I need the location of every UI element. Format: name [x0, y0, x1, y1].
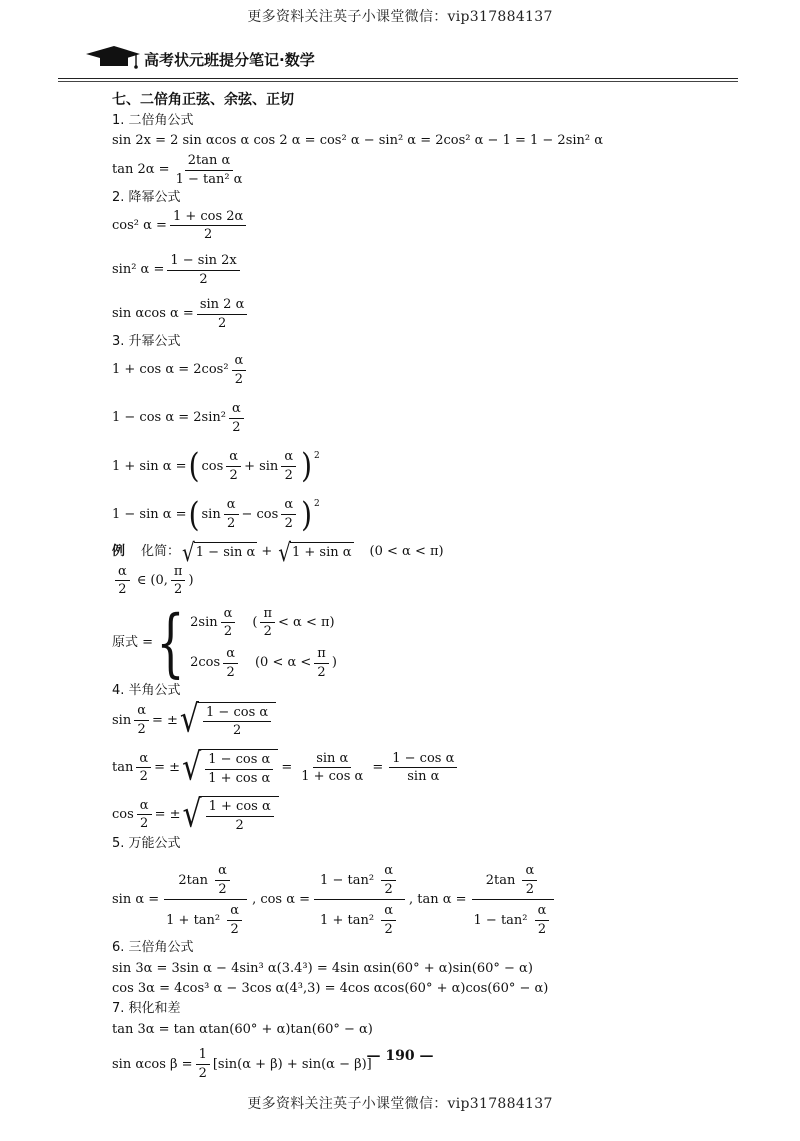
- formula-sin-cos-product: [112, 297, 732, 331]
- fraction: [389, 751, 457, 785]
- denominator: 2: [203, 227, 213, 243]
- subsection-title-power-raising: 3. 升幂公式: [112, 334, 181, 350]
- denominator: sin α: [407, 769, 440, 785]
- formula-cos-2a: cos 2 α = cos² α − sin² α = 2cos² α − 1 = 1 − 2sin² α: [253, 133, 604, 149]
- denominator: 2: [226, 516, 236, 532]
- denominator: 2: [317, 664, 326, 680]
- term: sin: [201, 506, 221, 522]
- formula-lhs: sin α =: [112, 892, 160, 908]
- formula-lhs: 1 + sin α =: [112, 458, 187, 474]
- formula-lhs: cos² α =: [112, 218, 167, 234]
- exponent: 2: [314, 499, 320, 510]
- formula-lhs: sin² α =: [112, 262, 165, 278]
- left-brace: {: [156, 600, 185, 687]
- denominator: 2: [226, 664, 235, 680]
- numerator: α: [136, 751, 151, 769]
- separator: , cos α =: [252, 892, 311, 908]
- example-label: 例: [112, 543, 126, 559]
- fraction: [134, 703, 149, 737]
- fraction: [137, 798, 152, 832]
- formula-cos-3a: cos 3α = 4cos³ α − 3cos α(4³,3) = 4cos αcos(60° + α)cos(60° − α): [112, 980, 549, 996]
- half-angle-fraction: [281, 497, 296, 531]
- numerator: 1 + cos α: [206, 799, 274, 817]
- numerator: α: [281, 449, 296, 467]
- subsection-title-double-angle: 1. 二倍角公式: [112, 112, 194, 128]
- header-rule: [58, 78, 738, 79]
- sqrt: √ 1 + sin α: [278, 536, 352, 567]
- denominator: 2: [223, 624, 233, 640]
- fraction: [232, 353, 247, 387]
- fraction: [205, 752, 273, 786]
- formula-one-plus-cos: [112, 353, 732, 387]
- section-title: 七、二倍角正弦、余弦、正切: [112, 92, 294, 108]
- fraction: [170, 209, 246, 243]
- numerator: α: [232, 353, 247, 371]
- denominator: 1 − tan² $\frac{\alpha}{2}$: [471, 900, 556, 937]
- formula-one-plus-sin: [112, 445, 732, 486]
- fraction: [171, 564, 186, 598]
- formula-lhs: tan 2α =: [112, 162, 170, 178]
- right-paren: ): [301, 445, 313, 486]
- case-cond-left: (: [252, 615, 258, 631]
- case-expr: 2sin: [190, 615, 218, 631]
- numerator: 1 + cos 2α: [170, 209, 246, 227]
- denominator: 1 + cos α: [301, 769, 364, 785]
- formula-universal: [112, 863, 732, 937]
- radicand: 1 − sin α: [194, 542, 258, 562]
- cases: [190, 606, 337, 680]
- numerator: 1 − sin 2x: [167, 253, 239, 271]
- numerator: α: [226, 449, 241, 467]
- interval-right: ): [188, 572, 194, 588]
- example-line: [112, 536, 732, 567]
- denominator: 2: [263, 624, 272, 640]
- numerator: π: [171, 564, 186, 582]
- exponent: 2: [314, 451, 320, 462]
- numerator: 1 − cos α: [203, 705, 271, 723]
- formula-rhs: [sin(α + β) + sin(α − β)]: [212, 1056, 372, 1072]
- term: + sin: [244, 458, 279, 474]
- example-range: [112, 564, 732, 598]
- sqrt: √ $\frac{\text{1 − cos α}}{2}$: [180, 702, 276, 739]
- subsection-title-universal: 5. 万能公式: [112, 836, 181, 852]
- sqrt: √ 1 − sin α: [182, 536, 256, 567]
- denominator: 2: [284, 516, 293, 532]
- formula-lhs: 1 + cos α = 2cos²: [112, 362, 229, 378]
- case-2: [190, 646, 337, 680]
- numerator: α: [137, 798, 152, 816]
- formula-sin-squared: [112, 253, 732, 287]
- numerator: 1 − cos α: [389, 751, 457, 769]
- subsection-title-triple-angle: 6. 三倍角公式: [112, 940, 194, 956]
- fraction: [167, 253, 239, 287]
- separator: , tan α =: [408, 892, 467, 908]
- denominator: 2: [232, 723, 242, 739]
- numerator: α: [281, 497, 296, 515]
- numerator: 2tan α: [185, 153, 234, 171]
- page-number: — 190 —: [366, 1048, 434, 1064]
- formula-tan-2a: [112, 153, 732, 187]
- interval-left: (0,: [150, 572, 168, 588]
- element-of: ∈: [136, 572, 147, 588]
- formula-sin-half: [112, 697, 732, 742]
- denominator: 2: [284, 467, 293, 483]
- case-expr: 2cos: [190, 655, 221, 671]
- fraction: [314, 646, 329, 680]
- case-cond-right: ): [331, 655, 337, 671]
- subsection-title-half-angle: 4. 半角公式: [112, 683, 181, 699]
- fraction: [223, 646, 238, 680]
- denominator: 2: [198, 1065, 207, 1081]
- numerator: sin 2 α: [197, 297, 248, 315]
- formula-sin-3a: sin 3α = 3sin α − 4sin³ α(3.4³) = 4sin αsin(60° + α)sin(60° − α): [112, 960, 533, 976]
- left-paren: (: [188, 494, 200, 534]
- fraction: [471, 863, 556, 937]
- fraction: [221, 606, 236, 640]
- example-condition: (0 < α < π): [369, 543, 444, 559]
- denominator: 2: [139, 769, 148, 785]
- sqrt: √ $\frac{\text{1 + cos α}}{2}$: [182, 796, 278, 833]
- formula-lhs: cos: [112, 807, 134, 822]
- formula-cos-squared: [112, 209, 732, 243]
- numerator: π: [314, 646, 329, 664]
- fraction: [136, 751, 151, 785]
- numerator: 1 − cos α: [205, 752, 273, 770]
- fraction: [173, 153, 246, 187]
- header-rule-thin: [58, 81, 738, 82]
- numerator: α: [134, 703, 149, 721]
- formula-cos-half: [112, 792, 732, 837]
- watermark-bottom: 更多资料关注英子小课堂微信：vip317884137: [247, 1096, 553, 1112]
- half-angle-fraction: [224, 497, 239, 531]
- piecewise-result: [112, 600, 732, 687]
- formula-one-minus-sin: [112, 494, 732, 534]
- subsection-title-product-to-sum: 7. 积化和差: [112, 1001, 181, 1017]
- left-paren: (: [188, 445, 200, 486]
- operator: +: [261, 543, 273, 559]
- numerator: π: [260, 606, 275, 624]
- formula-lhs: tan: [112, 759, 134, 775]
- denominator: 2: [232, 419, 241, 435]
- denominator: 2: [234, 371, 244, 387]
- formula-lhs: 1 − cos α = 2sin²: [112, 410, 226, 426]
- fraction: [260, 606, 275, 640]
- watermark-top: 更多资料关注英子小课堂微信：vip317884137: [247, 9, 553, 25]
- numerator: 2tan $\frac{\alpha}{2}$: [164, 863, 247, 900]
- denominator: 1 + cos α: [208, 770, 271, 786]
- equals: =: [281, 759, 293, 775]
- numerator: α: [223, 646, 238, 664]
- piecewise-lhs: 原式 =: [112, 635, 154, 651]
- fraction: [298, 751, 366, 785]
- plus-minus: = ±: [154, 807, 181, 822]
- fraction: [314, 863, 405, 937]
- term: − cos: [241, 506, 279, 522]
- formula-one-minus-cos: [112, 401, 732, 435]
- numerator: α: [229, 401, 244, 419]
- denominator: 1 + tan² $\frac{\alpha}{2}$: [317, 900, 402, 937]
- example-text: 化简：: [141, 543, 181, 559]
- numerator: sin α: [313, 751, 351, 769]
- formula-tan-3a: tan 3α = tan αtan(60° + α)tan(60° − α): [112, 1021, 373, 1037]
- plus-minus: = ±: [154, 759, 181, 775]
- case-cond-right: < α < π): [278, 615, 335, 631]
- numerator: α: [221, 606, 236, 624]
- formula-lhs: sin αcos β =: [112, 1056, 193, 1072]
- numerator: 1: [196, 1047, 210, 1065]
- fraction: [206, 799, 274, 833]
- header-title: 高考状元班提分笔记·数学: [144, 51, 315, 69]
- denominator: 2: [199, 271, 208, 287]
- denominator: 2: [229, 467, 238, 483]
- formula-lhs: sin αcos α =: [112, 306, 194, 322]
- denominator: 2: [174, 582, 183, 598]
- numerator: 2tan $\frac{\alpha}{2}$: [472, 863, 555, 900]
- page-header: [58, 40, 738, 82]
- half-angle-fraction: [226, 449, 241, 483]
- graduation-cap-icon: [84, 44, 142, 70]
- denominator: 2: [140, 816, 149, 832]
- denominator: 2: [235, 817, 244, 833]
- sqrt: √ $\frac{\text{1 − cos α}}{\text{1 + cos α}}$: [182, 749, 278, 786]
- formula-sin-2x: sin 2x = 2 sin αcos α: [112, 133, 250, 149]
- fraction: [203, 705, 271, 739]
- subsection-title-power-reduction: 2. 降幂公式: [112, 190, 181, 206]
- denominator: 2: [137, 721, 146, 737]
- formula-lhs: 1 − sin α =: [112, 506, 187, 522]
- denominator: 2: [217, 315, 227, 331]
- formula-tan-half: [112, 745, 732, 789]
- case-cond-left: (0 < α <: [254, 655, 312, 671]
- numerator: α: [115, 564, 130, 582]
- fraction: [163, 863, 248, 937]
- denominator: 1 − tan² α: [175, 171, 243, 187]
- page-content: [112, 92, 732, 1084]
- fraction: [197, 297, 248, 331]
- numerator: α: [224, 497, 239, 515]
- term: cos: [201, 458, 224, 474]
- plus-minus: = ±: [151, 712, 178, 728]
- case-1: [190, 606, 337, 640]
- equals: =: [372, 759, 384, 775]
- right-paren: ): [301, 494, 313, 534]
- half-angle-fraction: [281, 449, 296, 483]
- radicand: 1 + sin α: [290, 542, 354, 562]
- fraction: [115, 564, 130, 598]
- denominator: 1 + tan² $\frac{\alpha}{2}$: [163, 900, 248, 937]
- denominator: 2: [118, 582, 127, 598]
- fraction: [229, 401, 244, 435]
- formula-lhs: sin: [112, 712, 132, 728]
- numerator: 1 − tan² $\frac{\alpha}{2}$: [314, 863, 405, 900]
